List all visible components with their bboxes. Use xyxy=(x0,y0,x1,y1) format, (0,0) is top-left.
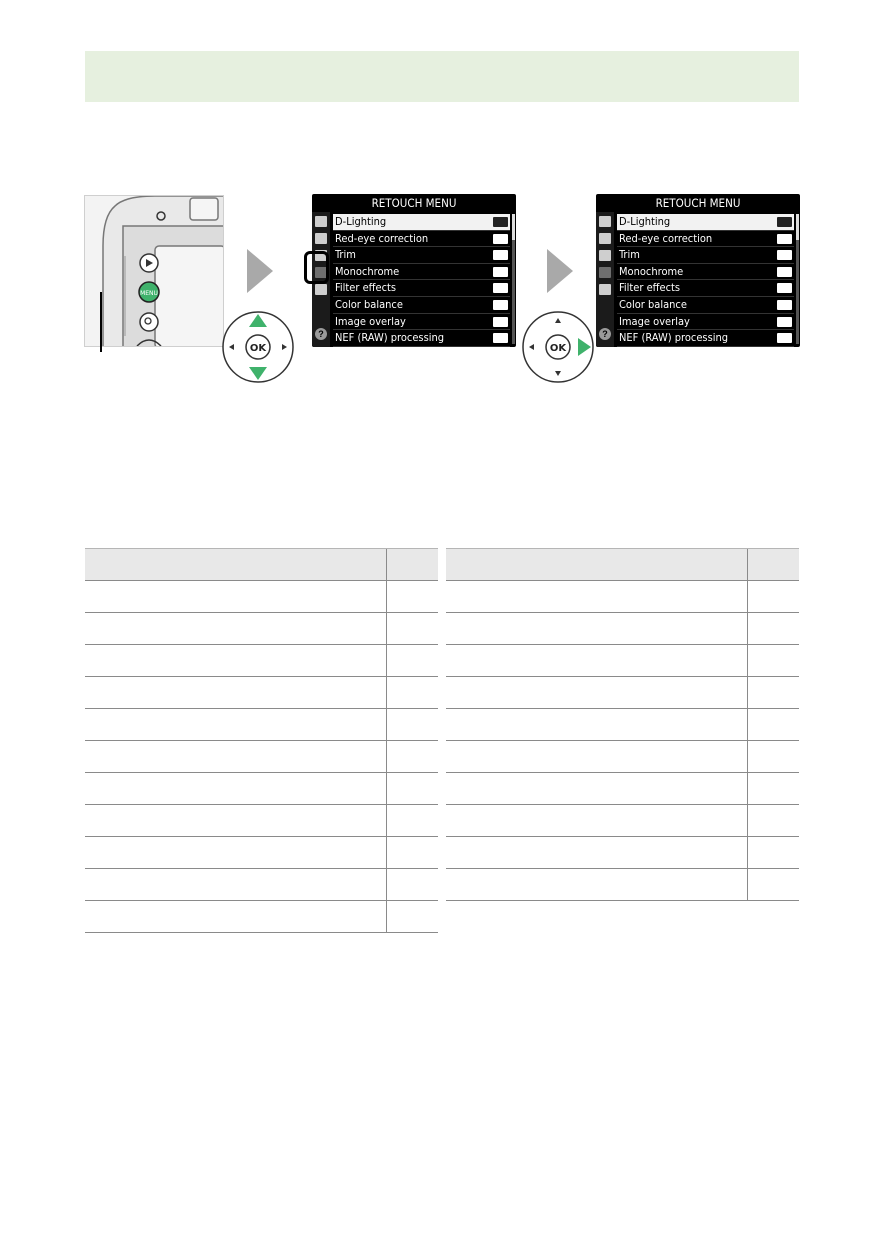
step-arrow-1 xyxy=(247,249,273,293)
menu-title: RETOUCH MENU xyxy=(655,196,741,210)
menu-item[interactable] xyxy=(333,247,510,264)
menu-item-icon xyxy=(777,317,792,327)
help-icon: ? xyxy=(315,328,327,340)
menu-item[interactable] xyxy=(617,264,794,281)
menu-tab-rail xyxy=(596,212,614,347)
menu-item[interactable] xyxy=(617,214,794,231)
multi-selector-up-down xyxy=(221,310,295,384)
table-row xyxy=(446,581,799,613)
table-header-option xyxy=(85,549,386,581)
menu-item-list xyxy=(617,214,794,347)
table-row xyxy=(85,677,438,709)
menu-item-label: Image overlay xyxy=(619,314,690,328)
table-row xyxy=(85,709,438,741)
scrollbar xyxy=(796,214,799,344)
menu-item-label: NEF (RAW) processing xyxy=(619,331,729,345)
menu-item-list xyxy=(333,214,510,347)
menu-item-label: Red-eye correction xyxy=(619,231,713,245)
menu-item-icon xyxy=(493,234,508,244)
menu-item-icon xyxy=(777,283,792,293)
table-row xyxy=(85,901,438,933)
table-row xyxy=(85,869,438,901)
section-banner xyxy=(85,51,799,102)
playback-tab-icon xyxy=(315,216,327,227)
scrollbar xyxy=(512,214,515,344)
menu-item[interactable] xyxy=(617,297,794,314)
menu-item[interactable] xyxy=(333,280,510,297)
options-table-right xyxy=(446,548,799,901)
menu-item-label: D-Lighting xyxy=(619,215,671,228)
menu-item-icon xyxy=(493,317,508,327)
help-icon: ? xyxy=(599,328,611,340)
table-row xyxy=(446,869,799,901)
menu-item[interactable] xyxy=(333,264,510,281)
menu-item-icon xyxy=(493,267,508,277)
menu-item-label: Red-eye correction xyxy=(335,231,429,245)
menu-item[interactable] xyxy=(333,214,510,231)
table-row xyxy=(85,613,438,645)
table-row xyxy=(446,645,799,677)
menu-item-icon xyxy=(777,333,792,343)
camera-body-illustration xyxy=(84,195,224,347)
table-row xyxy=(85,645,438,677)
table-row xyxy=(446,773,799,805)
menu-item-icon xyxy=(493,283,508,293)
menu-item-label: Filter effects xyxy=(335,281,397,295)
multi-selector-right xyxy=(521,310,595,384)
menu-item-label: Filter effects xyxy=(619,281,681,295)
menu-item[interactable] xyxy=(333,297,510,314)
menu-item-icon xyxy=(777,300,792,310)
options-table-left xyxy=(85,548,438,933)
menu-item-label: Color balance xyxy=(335,297,403,311)
shooting-tab-icon xyxy=(599,233,611,244)
menu-item-icon xyxy=(493,333,508,343)
menu-item-icon xyxy=(493,217,508,227)
table-row xyxy=(85,581,438,613)
table-header-page xyxy=(386,549,438,581)
ok-label: OK xyxy=(549,343,567,354)
table-row xyxy=(85,837,438,869)
table-row xyxy=(446,613,799,645)
menu-title: RETOUCH MENU xyxy=(371,196,457,210)
menu-item[interactable] xyxy=(617,280,794,297)
setup-tab-icon xyxy=(599,250,611,261)
recent-settings-tab-icon xyxy=(599,284,611,295)
table-header-option xyxy=(446,549,747,581)
menu-item[interactable] xyxy=(617,231,794,248)
menu-item-icon xyxy=(777,250,792,260)
menu-item[interactable] xyxy=(617,247,794,264)
menu-item-label: Trim xyxy=(619,248,640,262)
retouch-tab-icon xyxy=(599,267,611,278)
table-row xyxy=(446,677,799,709)
menu-item-icon xyxy=(493,300,508,310)
table-row xyxy=(85,773,438,805)
ok-label: OK xyxy=(249,343,267,354)
menu-item-icon xyxy=(777,234,792,244)
menu-item[interactable] xyxy=(333,330,510,347)
menu-item-label: Image overlay xyxy=(335,314,406,328)
menu-item-label: D-Lighting xyxy=(335,215,387,228)
menu-item-label: Color balance xyxy=(619,297,687,311)
table-row xyxy=(85,741,438,773)
menu-item-label: Trim xyxy=(335,248,356,262)
menu-item-label: Monochrome xyxy=(335,264,400,278)
menu-item[interactable] xyxy=(617,330,794,347)
callout-line xyxy=(100,292,102,352)
step-arrow-2 xyxy=(547,249,573,293)
lcd-screen-1 xyxy=(312,194,516,347)
playback-tab-icon xyxy=(599,216,611,227)
table-row xyxy=(85,805,438,837)
lcd-screen-2 xyxy=(596,194,800,347)
table-header-page xyxy=(747,549,799,581)
menu-item[interactable] xyxy=(333,314,510,331)
menu-item-label: Monochrome xyxy=(619,264,684,278)
menu-item[interactable] xyxy=(333,231,510,248)
menu-item-label: NEF (RAW) processing xyxy=(335,331,445,345)
menu-item-icon xyxy=(777,267,792,277)
menu-item-icon xyxy=(493,250,508,260)
menu-item-icon xyxy=(777,217,792,227)
table-row xyxy=(446,805,799,837)
retouch-tab-highlight-ring xyxy=(304,251,329,284)
menu-button-label: MENU xyxy=(140,290,158,297)
table-row xyxy=(446,741,799,773)
shooting-tab-icon xyxy=(315,233,327,244)
menu-item[interactable] xyxy=(617,314,794,331)
table-row xyxy=(446,709,799,741)
recent-settings-tab-icon xyxy=(315,284,327,295)
table-row xyxy=(446,837,799,869)
